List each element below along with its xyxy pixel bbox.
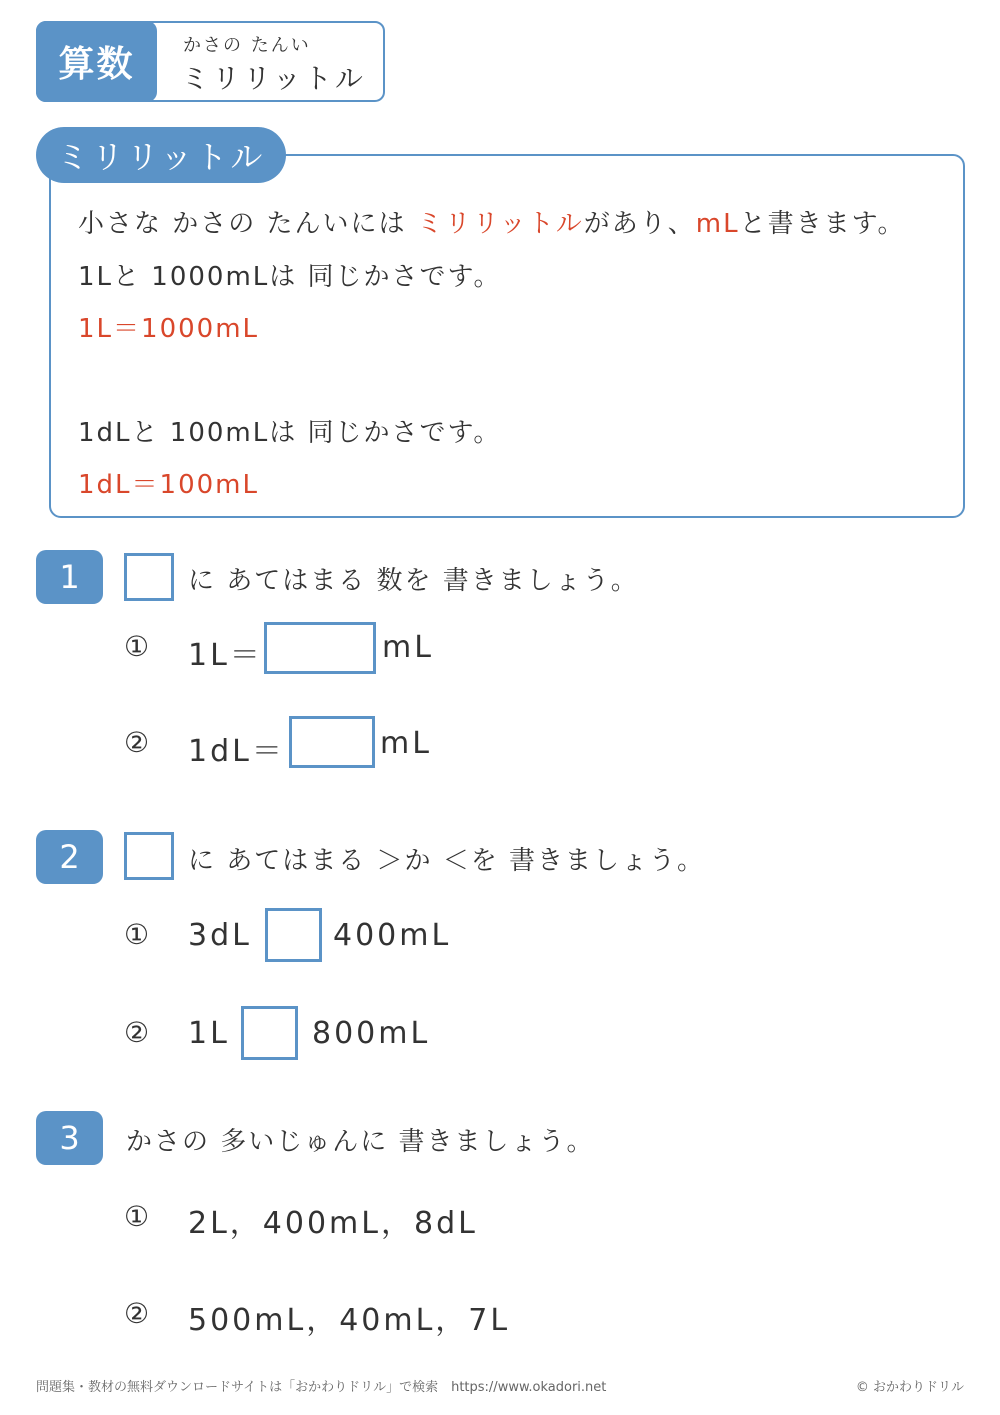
q3-item-1-text: 2L，400mL，8dL bbox=[188, 1206, 478, 1241]
explanation-line-2: 1Lと 1000mLは 同じかさです。 bbox=[78, 262, 502, 292]
line-1-highlight-term: ミリリットル bbox=[416, 209, 584, 239]
q1-item-2-unit: mL bbox=[380, 726, 432, 761]
q2-item-2-answer-box[interactable] bbox=[241, 1006, 298, 1060]
q1-item-1-unit: mL bbox=[382, 630, 434, 665]
q1-item-1-number: ① bbox=[124, 630, 152, 663]
q1-item-2-number: ② bbox=[124, 726, 152, 759]
q2-item-1-left: 3dL bbox=[188, 918, 252, 953]
question-3-instruction: かさの 多いじゅんに 書きましょう。 bbox=[126, 1127, 595, 1157]
question-2-badge: 2 bbox=[36, 830, 103, 884]
title-ruby: かさの たんい bbox=[183, 35, 311, 56]
explanation-tab: ミリリットル bbox=[36, 127, 286, 183]
explanation-equation-1: 1L＝1000mL bbox=[78, 314, 260, 344]
q3-item-2-number: ② bbox=[124, 1297, 152, 1330]
q1-item-1-answer-box[interactable] bbox=[264, 622, 376, 674]
q3-item-1-number: ① bbox=[124, 1200, 152, 1233]
question-3-badge: 3 bbox=[36, 1111, 103, 1165]
q1-item-1-left: 1L＝ bbox=[188, 638, 263, 673]
question-2-example-box bbox=[124, 832, 174, 880]
explanation-line-4: 1dLと 100mLは 同じかさです。 bbox=[78, 418, 502, 448]
q1-item-2-answer-box[interactable] bbox=[289, 716, 375, 768]
footer-site-info: 問題集・教材の無料ダウンロードサイトは「おかわりドリル」で検索 https://www.okadori.net bbox=[36, 1380, 607, 1395]
q2-item-2-right: 800mL bbox=[312, 1016, 431, 1051]
q1-item-2-left: 1dL＝ bbox=[188, 734, 285, 769]
line-1-text-b: があり、 bbox=[583, 209, 696, 239]
subject-label: 算数 bbox=[36, 21, 157, 102]
q2-item-1-right: 400mL bbox=[333, 918, 452, 953]
line-1-highlight-unit: mL bbox=[695, 209, 740, 239]
worksheet-title: ミリリットル bbox=[181, 62, 366, 95]
footer-copyright: © おかわりドリル bbox=[855, 1380, 964, 1395]
explanation-equation-2: 1dL＝100mL bbox=[78, 470, 259, 500]
question-1-badge: 1 bbox=[36, 550, 103, 604]
q2-item-1-number: ① bbox=[124, 918, 152, 951]
q2-item-1-answer-box[interactable] bbox=[265, 908, 322, 962]
question-1-example-box bbox=[124, 553, 174, 601]
line-1-text-c: と書きます。 bbox=[739, 209, 906, 239]
q2-item-2-left: 1L bbox=[188, 1016, 230, 1051]
explanation-line-1 bbox=[78, 203, 906, 240]
line-1-text-a: 小さな かさの たんいには bbox=[78, 209, 417, 239]
q2-item-2-number: ② bbox=[124, 1016, 152, 1049]
question-2-instruction: に あてはまる ＞か ＜を 書きましょう。 bbox=[188, 846, 706, 876]
q3-item-2-text: 500mL，40mL，7L bbox=[188, 1303, 511, 1338]
question-1-instruction: に あてはまる 数を 書きましょう。 bbox=[188, 566, 639, 596]
worksheet-header bbox=[36, 21, 385, 102]
